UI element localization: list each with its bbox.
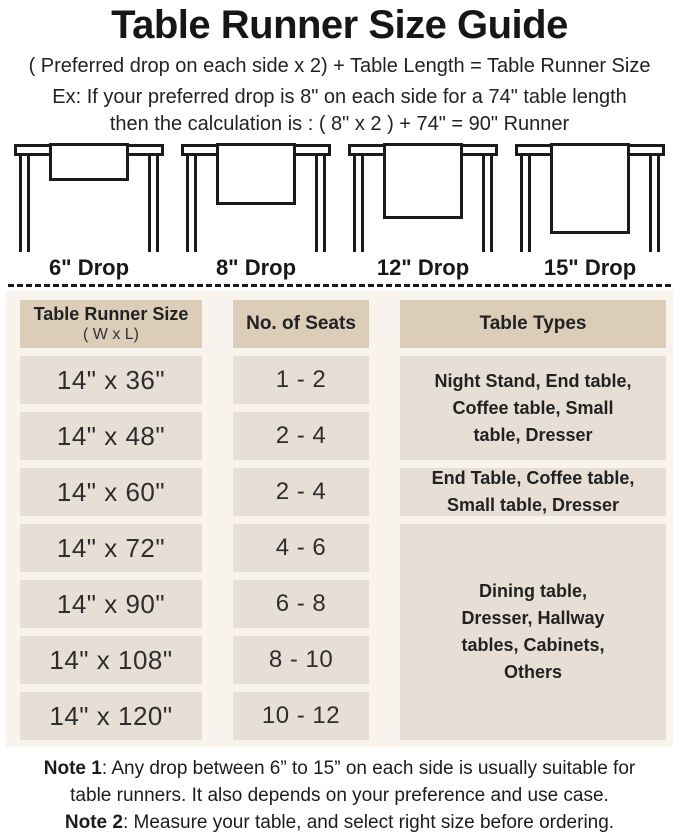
note-1-line-1: Note 1: Any drop between 6” to 15” on each side is usually suitable for: [43, 758, 636, 779]
table-leg-right: [649, 155, 660, 252]
example-line-1: Ex: If your preferred drop is 8" on each side for a 74" table length: [52, 86, 627, 108]
formula-text: ( Preferred drop on each side x 2) + Table Length = Table Runner Size: [28, 55, 651, 77]
table-illustration: [181, 143, 331, 252]
table-leg-left: [520, 155, 531, 252]
runner-size-cell: 14" x 48": [20, 412, 202, 460]
page-title: Table Runner Size Guide: [111, 3, 568, 47]
runner-6-drop: [49, 143, 129, 181]
runner-size-cell: 14" x 120": [20, 692, 202, 740]
seats-cell: 2 - 4: [233, 468, 369, 516]
table-leg-right: [315, 155, 326, 252]
table-leg-left: [186, 155, 197, 252]
size-table-section: [6, 291, 673, 747]
seats-cell: 4 - 6: [233, 524, 369, 572]
drop-figures-row: [0, 143, 679, 281]
runner-size-cell: 14" x 108": [20, 636, 202, 684]
table-types-cell-group-2: End Table, Coffee table, Small table, Dresser: [400, 468, 666, 516]
figure-6-drop: [14, 143, 164, 281]
runner-size-cell: 14" x 72": [20, 524, 202, 572]
runner-size-cell: 14" x 60": [20, 468, 202, 516]
table-types-cell-group-1: Night Stand, End table, Coffee table, Small table, Dresser: [400, 356, 666, 460]
runner-8-drop: [216, 143, 296, 205]
table-leg-left: [353, 155, 364, 252]
table-illustration: [348, 143, 498, 252]
table-illustration: [14, 143, 164, 252]
table-types-cell-group-3: Dining table, Dresser, Hallway tables, Cabinets, Others: [400, 524, 666, 740]
notes-block: [0, 755, 679, 836]
figure-12-drop: [348, 143, 498, 281]
drop-label: 12" Drop: [376, 255, 470, 280]
header-runner-size: Table Runner Size ( W x L): [20, 300, 202, 348]
table-illustration: [515, 143, 665, 252]
seats-cell: 8 - 10: [233, 636, 369, 684]
note-1-line-2: table runners. It also depends on your preference and use case.: [70, 785, 609, 806]
size-table: [20, 300, 673, 740]
table-leg-right: [148, 155, 159, 252]
drop-label: 6" Drop: [48, 255, 130, 280]
dashed-divider: [8, 284, 671, 287]
runner-12-drop: [383, 143, 463, 219]
seats-cell: 1 - 2: [233, 356, 369, 404]
drop-label: 15" Drop: [543, 255, 637, 280]
header-seats: No. of Seats: [233, 300, 369, 348]
runner-size-cell: 14" x 36": [20, 356, 202, 404]
table-leg-left: [19, 155, 30, 252]
table-leg-right: [482, 155, 493, 252]
header-table-types: Table Types: [400, 300, 666, 348]
runner-15-drop: [550, 143, 630, 234]
example-line-2: then the calculation is : ( 8" x 2 ) + 74" = 90" Runner: [109, 113, 570, 135]
seats-cell: 10 - 12: [233, 692, 369, 740]
figure-8-drop: [181, 143, 331, 281]
seats-cell: 6 - 8: [233, 580, 369, 628]
figure-15-drop: [515, 143, 665, 281]
drop-label: 8" Drop: [215, 255, 297, 280]
note-2: Note 2: Measure your table, and select right size before ordering.: [64, 812, 615, 833]
seats-cell: 2 - 4: [233, 412, 369, 460]
runner-size-cell: 14" x 90": [20, 580, 202, 628]
